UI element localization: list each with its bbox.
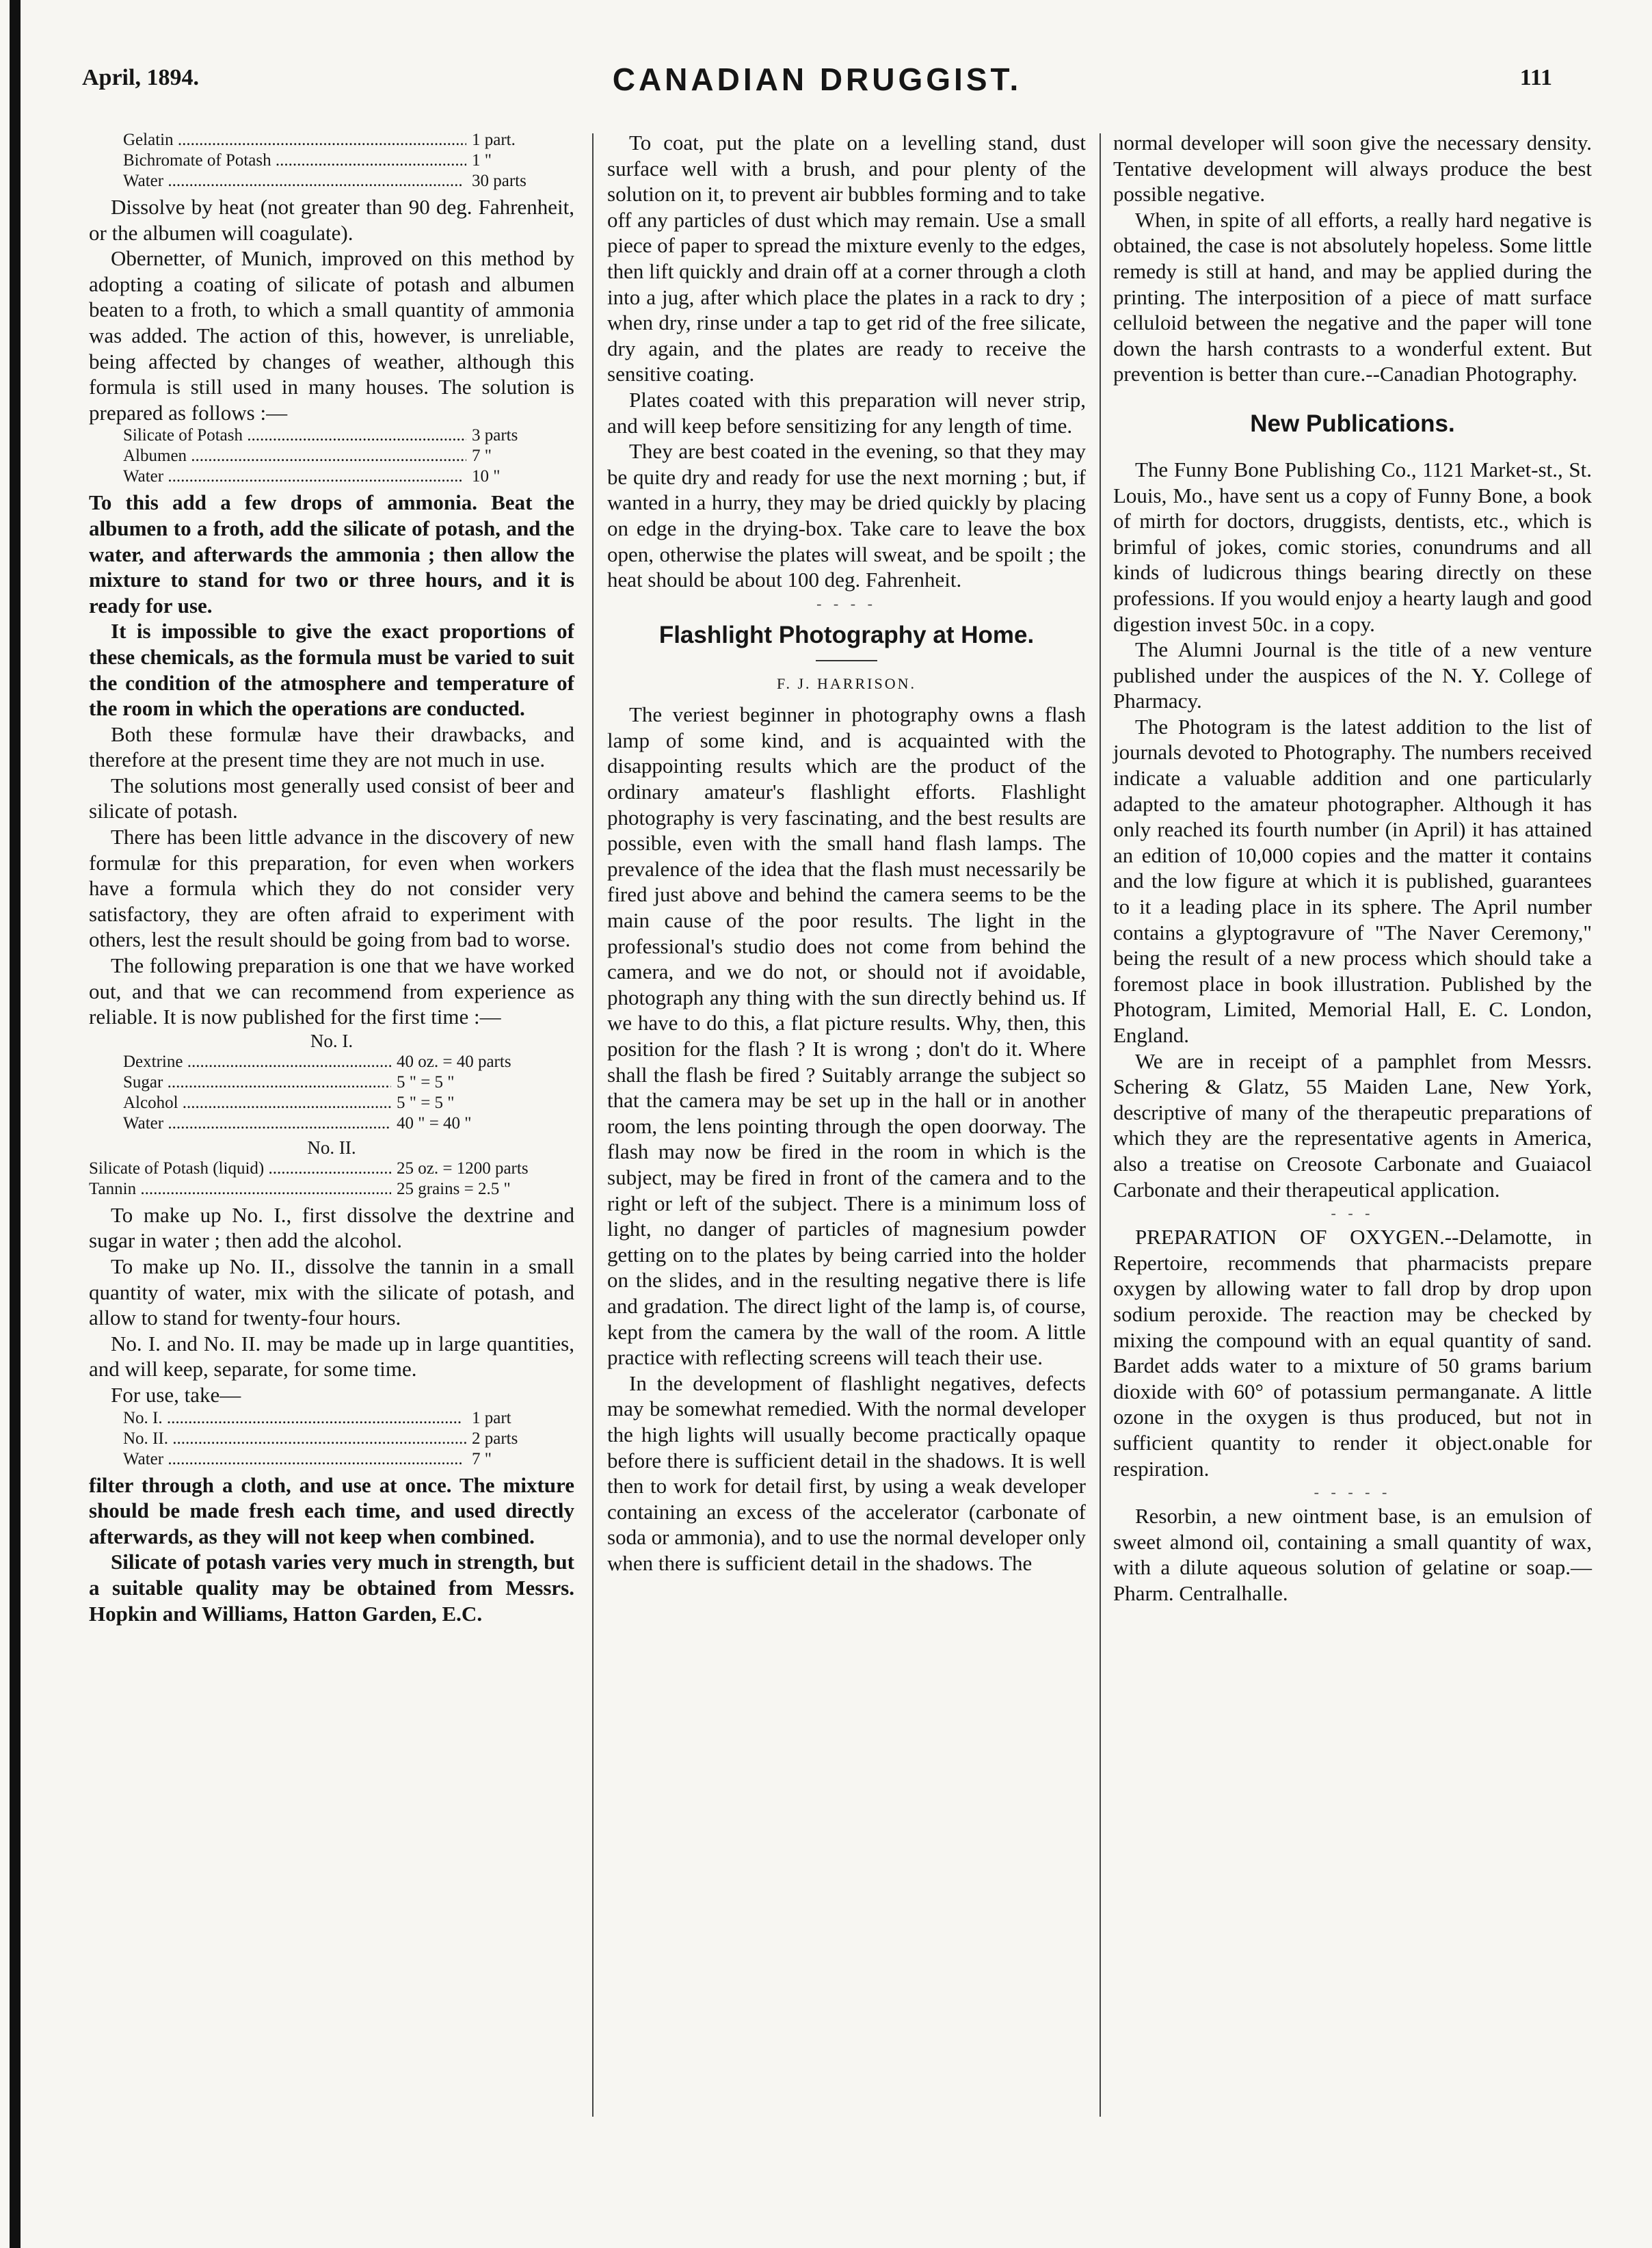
recipe-silicate xyxy=(123,425,574,487)
paragraph: Both these formulæ have their drawbacks, and therefore at the present time they are not much in use. xyxy=(89,722,574,772)
paragraph: They are best coated in the evening, so that they may be quite dry and ready for use the next morning ; but, if wanted in a hurry, they may be dried quickly by placing on edge in the drying-box. Take care to leave the box open, otherwise the plates will sweat, and be spoilt ; the heat should be about 100 deg. Fahrenheit. xyxy=(607,439,1086,592)
recipe-row: Sugar ..... 5 " = 5 " xyxy=(123,1072,574,1093)
paragraph: For use, take— xyxy=(111,1382,241,1407)
recipe-row: Silicate of Potash (liquid) ..... 25 oz. = 1200 parts xyxy=(89,1159,574,1179)
paragraph: To make up No. II., dissolve the tannin in a small quantity of water, mix with the silicate of potash, and allow to stand for twenty-four hours. xyxy=(89,1254,574,1330)
heading-rule xyxy=(816,660,877,661)
recipe-row: Water ..... 10 " xyxy=(123,466,574,487)
paragraph: To coat, put the plate on a levelling stand, dust surface well with a brush, and pour plenty of the solution on it, to prevent air bubbles forming and to take off any particles of dust which may remain. Use a small piece of paper to spread the mixture evenly to the edges, then lift quickly and drain off at a corner through a cloth into a jug, after which place the plates in a rack to dry ; when dry, rinse under a tap to get rid of the free silicate, dry again, and the plates are ready to receive the sensitive coating. xyxy=(607,131,1086,386)
recipe-row: Water ..... 7 " xyxy=(123,1449,574,1470)
bold-section xyxy=(89,490,574,721)
paragraph: The solutions most generally used consist of beer and silicate of potash. xyxy=(89,773,574,823)
paragraph: The Photogram is the latest addition to the list of journals devoted to Photography. The numbers received indicate a valuable addition and one particularly adapted to the amateur photographer. Although it has only reached its fourth number (in April) it has attained an edition of 10,000 copies and the matter it contains and the low figure at which it is published, guarantees to it a leading place in its sphere. The April number contains a glyptogravure of "The Naver Ceremony," being the result of a new process which should take a foremost place in book illustration. Published by the Photogram, Limited, Memorial Hall, E. C. London, England. xyxy=(1113,714,1592,1047)
header-date: April, 1894. xyxy=(82,65,199,90)
column-divider xyxy=(1100,133,1101,2117)
bold-section xyxy=(89,1472,574,1627)
recipe-row: Water ..... 30 parts xyxy=(123,171,574,191)
recipe-no1 xyxy=(123,1052,574,1134)
recipe-row: No. I. ..... 1 part xyxy=(123,1408,574,1429)
column-left xyxy=(89,130,574,1626)
paragraph: Silicate of potash varies very much in strength, but a suitable quality may be obtained from Messrs. Hopkin and Williams, Hatton Garden, E.C. xyxy=(89,1550,574,1626)
separator: - - - - xyxy=(816,594,877,612)
paragraph: Dissolve by heat (not greater than 90 deg. Fahrenheit, or the albumen will coagulate). xyxy=(89,195,574,245)
recipe-gelatin xyxy=(123,130,574,191)
separator: - - - - - xyxy=(1314,1483,1391,1501)
paragraph: PREPARATION OF OXYGEN.--Delamotte, in Repertoire, recommends that pharmacists prepare oxygen by allowing water to fall drop by drop upon sodium peroxide. The reaction may be checked by mixing the compound with an equal quantity of sand. Bardet adds water to a mixture of 50 grams barium dioxide with 60° of potassium permanganate. A little ozone in the oxygen is thus produced, but not in sufficient quantity to render it object.onable for respiration. xyxy=(1113,1225,1592,1481)
paragraph: filter through a cloth, and use at once. The mixture should be made fresh each time, and used directly afterwards, as they will not keep when combined. xyxy=(89,1472,574,1548)
recipe-row: No. II. ..... 2 parts xyxy=(123,1429,574,1449)
column-divider xyxy=(592,133,594,2117)
journal-title: CANADIAN DRUGGIST. xyxy=(612,62,1022,97)
paragraph: To make up No. I., first dissolve the dextrine and sugar in water ; then add the alcohol. xyxy=(89,1202,574,1253)
recipe-no2 xyxy=(89,1159,574,1200)
paragraph: The veriest beginner in photography owns a flash lamp of some kind, and is acquainted with the disappointing results which are the product of the ordinary amateur's flashlight efforts. Flashlight photography is very fascinating, and the best results are possible, even with the small hand flash lamps. The prevalence of the idea that the flash must necessarily be fired just above and behind the camera seems to be the main cause of the poor results. The light in the professional's studio does not come from behind the camera, and we do not, or should not if avoidable, photograph any thing with the sun directly behind us. If we have to do this, a flat picture results. Why, then, this position for the flash ? It is wrong ; don't do it. Where shall the flash be fired ? Suitably arrange the subject so that the camera may be set up in the hall or in another room, the lens pointing through the open doorway. The flash may now be fired in the room in which is the subject, may be fired in front of the camera and to the right or left of the subject. There is a minimum loss of light, no danger of particles of magnesium powder getting on to the plates by being carried into the holder on the slides, and in the resulting negative there is life and gradation. The direct light of the lamp is, of course, kept from the camera by the wall of the room. A little practice with reflecting screens will teach their use. xyxy=(607,702,1086,1370)
recipe-row: Gelatin ..... 1 part. xyxy=(123,130,574,150)
paragraph: When, in spite of all efforts, a really hard negative is obtained, the case is not absolutely hopeless. Some little remedy is still at hand, and may be applied during the printing. The interposition of a piece of matt surface celluloid between the negative and the paper will tone down the harsh contrasts to a wonderful extent. But prevention is better than cure.--Canadian Photography. xyxy=(1113,207,1592,386)
section-heading: New Publications. xyxy=(1250,410,1455,437)
recipe-row: Silicate of Potash ..... 3 parts xyxy=(123,425,574,446)
page-number: 111 xyxy=(1519,65,1552,90)
article-byline: F. J. HARRISON. xyxy=(777,674,916,692)
recipe-row: Albumen ..... 7 " xyxy=(123,446,574,466)
separator: - - - xyxy=(1331,1204,1374,1222)
recipe-for-use xyxy=(123,1408,574,1470)
recipe-row: Bichromate of Potash ..... 1 " xyxy=(123,150,574,171)
column-right xyxy=(1113,130,1592,1606)
recipe-row: Dextrine ..... 40 oz. = 40 parts xyxy=(123,1052,574,1072)
paragraph: It is impossible to give the exact proportions of these chemicals, as the formula must be varied to suit the condition of the atmosphere and temperature of the room in which the operations are conducted. xyxy=(89,619,574,721)
paragraph: The Alumni Journal is the title of a new venture published under the auspices of the N. Y. College of Pharmacy. xyxy=(1113,637,1592,713)
paragraph: The Funny Bone Publishing Co., 1121 Market-st., St. Louis, Mo., have sent us a copy of Funny Bone, a book of mirth for doctors, druggists, dentists, etc., which is brimful of jokes, comic stories, conundrums and all kinds of ludicrous things bearing directly on these professions. If you would enjoy a hearty laugh and good digestion invest 50c. in a copy. xyxy=(1113,457,1592,636)
formula-label: No. II. xyxy=(307,1137,356,1158)
column-middle xyxy=(607,130,1086,1576)
formula-label: No. I. xyxy=(310,1030,354,1051)
recipe-row: Alcohol ..... 5 " = 5 " xyxy=(123,1093,574,1113)
paragraph: In the development of flashlight negatives, defects may be somewhat remedied. With the normal developer the high lights will usually become practically opaque before there is sufficient detail in the shadows. It is well then to work for detail first, by using a weak developer containing an excess of the accelerator (carbonate of soda or ammonia), and to use the normal developer only when there is sufficient detail in the shadows. The xyxy=(607,1371,1086,1575)
paragraph: Obernetter, of Munich, improved on this method by adopting a coating of silicate of potash and albumen beaten to a froth, to which a small quantity of ammonia was added. The action of this, however, is unreliable, being affected by changes of weather, although this formula is still used in many houses. The solution is prepared as follows :— xyxy=(89,246,574,425)
article-heading: Flashlight Photography at Home. xyxy=(658,621,1035,648)
recipe-row: Tannin ..... 25 grains = 2.5 " xyxy=(89,1179,574,1200)
recipe-row: Water ..... 40 " = 40 " xyxy=(123,1113,574,1134)
paragraph: Plates coated with this preparation will never strip, and will keep before sensitizing for any length of time. xyxy=(607,387,1086,438)
page-edge-bar xyxy=(10,0,21,2248)
paragraph: To this add a few drops of ammonia. Beat the albumen to a froth, add the silicate of potash, and the water, and afterwards the ammonia ; then allow the mixture to stand for two or three hours, and it is ready for use. xyxy=(89,490,574,618)
paragraph: There has been little advance in the discovery of new formulæ for this preparation, for even when workers have a formula which they do not consider very satisfactory, they are often afraid to experiment with others, lest the result should be going from bad to worse. xyxy=(89,825,574,952)
page-header xyxy=(82,62,1552,106)
paragraph: Resorbin, a new ointment base, is an emulsion of sweet almond oil, containing a small quantity of wax, with a dilute aqueous solution of gelatine or soap.—Pharm. Centralhalle. xyxy=(1113,1504,1592,1605)
paragraph: The following preparation is one that we have worked out, and that we can recommend from experience as reliable. It is now published for the first time :— xyxy=(89,953,574,1029)
paragraph: normal developer will soon give the necessary density. Tentative development will always produce the best possible negative. xyxy=(1113,131,1592,207)
paragraph: We are in receipt of a pamphlet from Messrs. Schering & Glatz, 55 Maiden Lane, New York, descriptive of many of the therapeutic preparations of which they are the representative agents in America, also a treatise on Creosote Carbonate and Guaiacol Carbonate and their therapeutical application. xyxy=(1113,1048,1592,1202)
paragraph: No. I. and No. II. may be made up in large quantities, and will keep, separate, for some time. xyxy=(89,1331,574,1381)
